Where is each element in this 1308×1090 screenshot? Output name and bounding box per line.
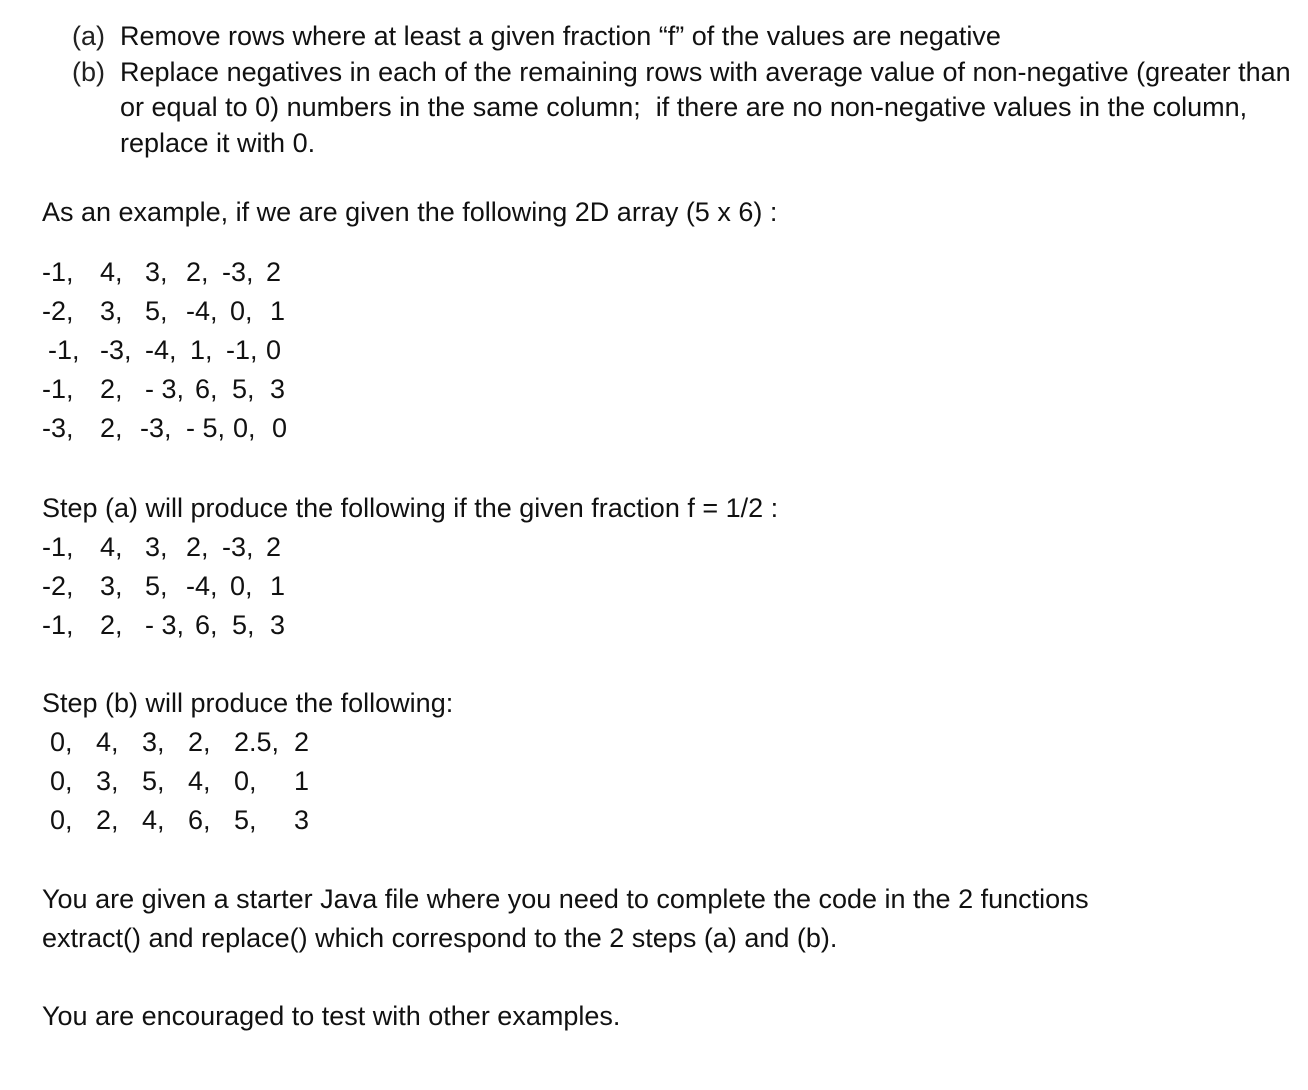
matrix-row	[0, 802, 310, 1090]
matrix-cell: 0	[266, 335, 282, 365]
matrix-cell: 0,	[50, 727, 73, 757]
matrix-cell: 3	[270, 610, 286, 640]
matrix-cell: 2,	[188, 727, 211, 757]
matrix-cell: -1,	[42, 532, 74, 562]
matrix-cell: 3,	[100, 296, 123, 326]
list-item-a-text: Remove rows where at least a given fraction “f” of the values are negative	[120, 21, 1001, 51]
matrix-cell: 5,	[232, 610, 255, 640]
matrix-cell: - 5,	[186, 413, 226, 443]
matrix-cell: 4,	[188, 766, 211, 796]
matrix-cell: 0,	[233, 413, 256, 443]
matrix-cell: 2,	[100, 374, 123, 404]
matrix-cell: -2,	[42, 296, 74, 326]
matrix-cell: 2,	[100, 413, 123, 443]
matrix-cell: 4,	[100, 532, 123, 562]
step-a-text: Step (a) will produce the following if the given fraction f = 1/2 :	[42, 493, 779, 523]
matrix-cell: 3	[294, 805, 310, 835]
matrix-cell: 6,	[195, 374, 218, 404]
matrix-cell: 3	[270, 374, 286, 404]
matrix-cell: 3,	[100, 571, 123, 601]
matrix-cell: 3,	[96, 766, 119, 796]
matrix-cell: 6,	[188, 805, 211, 835]
matrix-cell: 2,	[96, 805, 119, 835]
matrix-cell: 5,	[145, 296, 168, 326]
starter-text-line-2: extract() and replace() which correspond to the 2 steps (a) and (b).	[42, 923, 838, 953]
matrix-cell: -1,	[42, 374, 74, 404]
example-intro: As an example, if we are given the following 2D array (5 x 6) :	[42, 197, 778, 227]
matrix-cell: -3,	[100, 335, 132, 365]
matrix-cell: 1	[270, 296, 286, 326]
matrix-cell: 1,	[190, 335, 213, 365]
matrix-cell: 0,	[50, 766, 73, 796]
matrix-cell: 0,	[50, 805, 73, 835]
matrix-cell: -3,	[42, 413, 74, 443]
matrix-cell: 4,	[96, 727, 119, 757]
matrix-cell: 0	[272, 413, 288, 443]
matrix-cell: 3,	[142, 727, 165, 757]
matrix-cell: -3,	[222, 532, 254, 562]
list-item-b-line-1: Replace negatives in each of the remaining rows with average value of non-negative (greater than	[120, 57, 1291, 87]
matrix-cell: 5,	[234, 805, 257, 835]
matrix-cell: 4,	[100, 257, 123, 287]
matrix-cell: -3,	[140, 413, 172, 443]
matrix-cell: 2	[266, 532, 282, 562]
matrix-cell: -3,	[222, 257, 254, 287]
matrix-cell: 0,	[230, 296, 253, 326]
matrix-cell: -2,	[42, 571, 74, 601]
matrix-cell: 1	[294, 766, 310, 796]
matrix-cell: -4,	[186, 571, 218, 601]
matrix-cell: 0,	[230, 571, 253, 601]
matrix-cell: -4,	[186, 296, 218, 326]
list-item-b-line-2: or equal to 0) numbers in the same column; if there are no non-negative values in the column,	[120, 92, 1248, 122]
matrix-cell: 4,	[142, 805, 165, 835]
matrix-cell: 3,	[145, 532, 168, 562]
matrix-cell: 5,	[232, 374, 255, 404]
matrix-cell: 5,	[142, 766, 165, 796]
matrix-cell: -1,	[42, 610, 74, 640]
matrix-cell: 0,	[234, 766, 257, 796]
matrix-cell: -1,	[48, 335, 80, 365]
list-marker-b: (b)	[72, 57, 105, 87]
matrix-cell: 6,	[195, 610, 218, 640]
matrix-cell: -1,	[42, 257, 74, 287]
matrix-cell: 2	[266, 257, 282, 287]
matrix-cell: -1,	[226, 335, 258, 365]
matrix-cell: 2	[294, 727, 310, 757]
matrix-cell: 2.5,	[234, 727, 280, 757]
list-marker-a: (a)	[72, 21, 105, 51]
matrix-cell: 2,	[100, 610, 123, 640]
matrix-cell: 1	[270, 571, 286, 601]
matrix-cell: 3,	[145, 257, 168, 287]
matrix-cell: - 3,	[145, 374, 185, 404]
matrix-cell: 2,	[186, 532, 209, 562]
step-b-text: Step (b) will produce the following:	[42, 688, 454, 718]
encourage-text: You are encouraged to test with other examples.	[42, 1001, 621, 1031]
starter-text-line-1: You are given a starter Java file where you need to complete the code in the 2 functions	[42, 884, 1089, 914]
list-item-b-line-3: replace it with 0.	[120, 128, 316, 158]
matrix-cell: -4,	[145, 335, 177, 365]
matrix-cell: 5,	[145, 571, 168, 601]
matrix-cell: - 3,	[145, 610, 185, 640]
matrix-cell: 2,	[186, 257, 209, 287]
